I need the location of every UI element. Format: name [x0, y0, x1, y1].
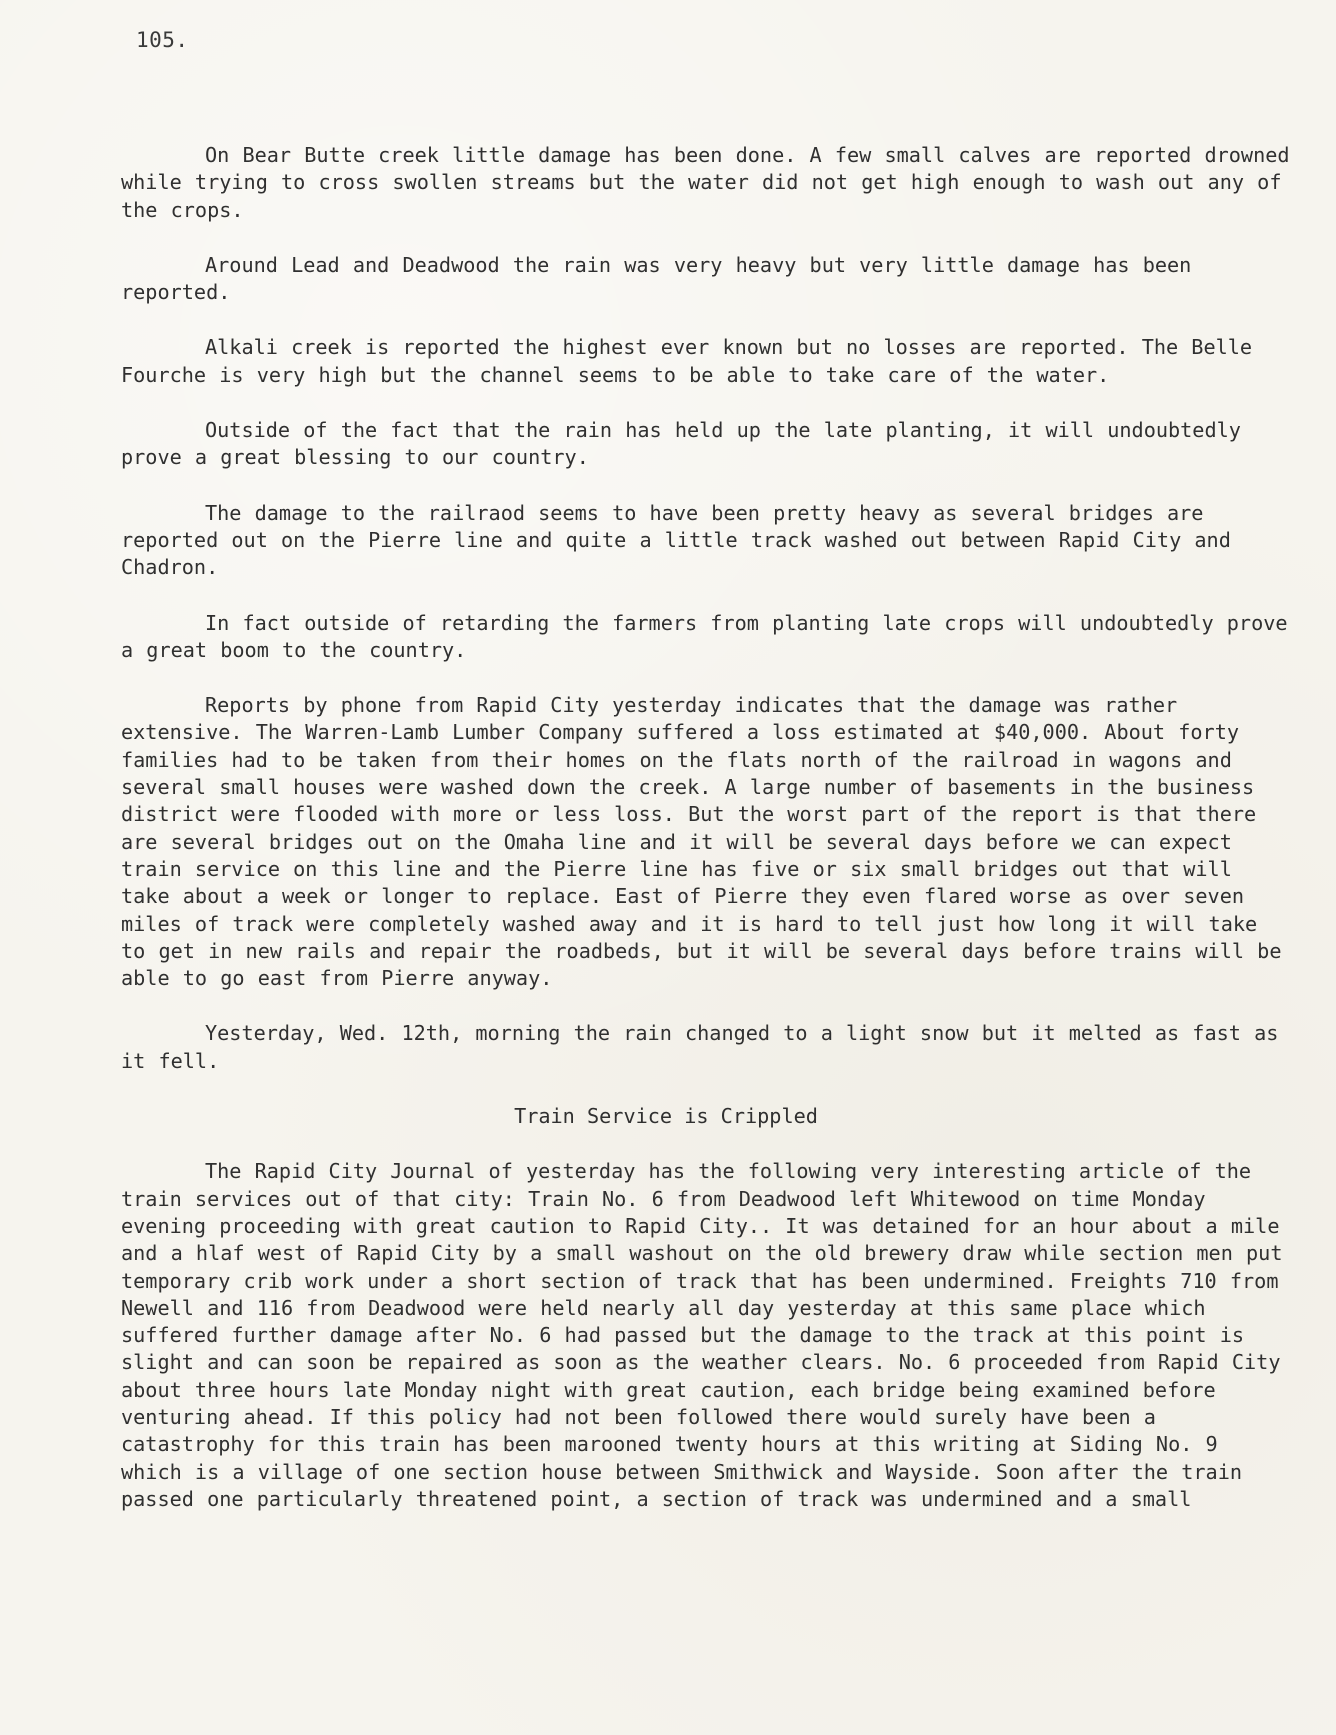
paragraph-railroad-damage: The damage to the railraod seems to have been pretty heavy as several bridges are reported out on the Pierre line and quite a little track washed out between Rapid City and Chadron. — [121, 500, 1231, 580]
page-body — [121, 142, 1291, 1541]
paragraph-retarding-farmers: In fact outside of retarding the farmers from planting late crops will undoubtedly prove a great boom to the country. — [121, 610, 1288, 662]
paragraph-lead-deadwood: Around Lead and Deadwood the rain was very heavy but very little damage has been reported. — [121, 252, 1192, 305]
paragraph-bear-butte: On Bear Butte creek little damage has been done. A few small calves are reported drowned while trying to cross swollen streams but the water did not get high enough to wash out any of the crops. — [121, 143, 1290, 222]
page-number: 105. — [136, 28, 189, 52]
section-heading: Train Service is Crippled — [514, 1104, 818, 1129]
paragraph-alkali-creek: Alkali creek is reported the highest ever known but no losses are reported. The Belle Fourche is very high but the channel seems to be able to take care of the water. — [121, 335, 1253, 387]
paragraph-late-planting: Outside of the fact that the rain has held up the late planting, it will undoubtedly prove a great blessing to our country. — [121, 418, 1241, 470]
paragraph-snow: Yesterday, Wed. 12th, morning the rain changed to a light snow but it melted as fast as it fell. — [121, 1021, 1279, 1073]
paragraph-rapid-city-reports: Reports by phone from Rapid City yesterday indicates that the damage was rather extensive. The Warren-Lamb Lumber Company suffered a loss estimated at $40,000. About forty families had to be taken from their homes on the flats north of the railroad in wagons and several small houses were washed down the creek. A large number of basements in the business district were flooded with more or less loss. But the worst part of the report is that there are several bridges out on the Omaha line and it will be several days before we can expect train service on this line and the Pierre line has five or six small bridges out that will take about a week or longer to replace. East of Pierre they even flared worse as over seven miles of track were completely washed away and it is hard to tell just how long it will take to get in new rails and repair the roadbeds, but it will be several days before trains will be able to go east from Pierre anyway. — [121, 693, 1282, 991]
paragraph-train-service: The Rapid City Journal of yesterday has the following very interesting article of the train services out of that city: Train No. 6 from Deadwood left Whitewood on time Monday evening proceeding with great caution to Rapid City.. It was detained for an hour about a mile and a hlaf west of Rapid City by a small washout on the old brewery draw while section men put temporary crib work under a short section of track that has been undermined. Freights 710 from Newell and 116 from Deadwood were held nearly all day yesterday at this same place which suffered further damage after No. 6 had passed but the damage to the track at this point is slight and can soon be repaired as soon as the weather clears. No. 6 proceeded from Rapid City about three hours late Monday night with great caution, each bridge being examined before venturing ahead. If this policy had not been followed there would surely have been a catastrophy for this train has been marooned twenty hours at this writing at Siding No. 9 which is a village of one section house between Smithwick and Wayside. Soon after the train passed one particularly threatened point, a section of track was undermined and a small — [121, 1159, 1283, 1511]
